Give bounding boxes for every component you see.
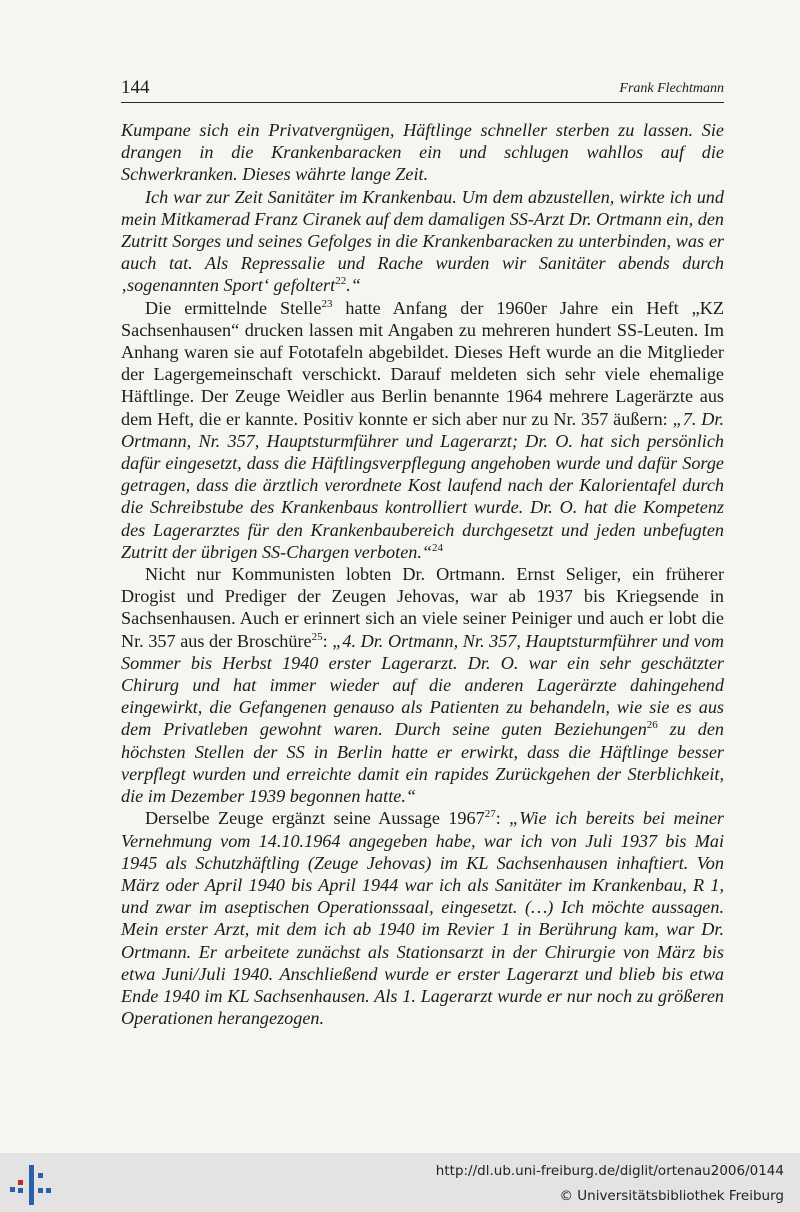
- ub-freiburg-logo-icon: [10, 1165, 52, 1205]
- quote-text: zu den höchsten Stellen der SS in Berlin hatte er erwirkt, dass die Häftlinge besser verpflegt wurden und erreichte damit ein rapides Zurückgehen der Sterblichkeit, die im Dezember 1939 begonnen hatte.“: [121, 719, 724, 807]
- quote-text: „4. Dr. Ortmann, Nr. 357, Hauptsturmführer und vom Sommer bis Herbst 1940 erster Lagerarzt. Dr. O. war ein sehr geschätzter Chirurg und hat immer wieder auf die anderen Lagerärzte dahingehend eingewirkt, die Gefangenen genauso als Patienten zu behandeln, wie sie es aus dem Privatleben gewohnt waren. Durch seine guten Beziehungen: [121, 630, 724, 740]
- quote-text: „7. Dr. Ortmann, Nr. 357, Hauptsturmführer und Lagerarzt; Dr. O. hat sich persönlich dafür eingesetzt, dass die Häftlingsverpflegung angehoben wurde und dafür Sorge getragen, dass die ärztlich verordnete Kost laufend nach der Kalorientafel durch die Schreibstube des Krankenbaus kontrolliert wurde. Dr. O. hat die Kompetenz des Lagerarztes für den Krankenbaubereich durchgesetzt und jeden unbefugten Zutritt der übrigen SS-Chargen verboten.“: [121, 408, 724, 562]
- text-run: hatte Anfang der 1960er Jahre ein Heft „KZ Sachsenhausen“ drucken lassen mit Angaben zu mehreren hundert SS-Leuten. Im Anhang waren sie auf Fototafeln abgebildet. Dieses Heft wurde an die Mitglieder der Lagergemeinschaft verschickt. Darauf meldeten sich sehr viele ehemalige Häftlinge. Der Zeuge Weidler aus Berlin benannte 1964 mehrere Lagerärzte aus dem Heft, die er kannte. Positiv konnte er sich aber nur zu Nr. 357 äußern:: [121, 297, 725, 429]
- footnote-marker: 25: [311, 630, 323, 643]
- paragraph: [121, 186, 724, 297]
- quote-text: .“: [346, 275, 361, 296]
- running-head-author: Frank Flechtmann: [619, 81, 724, 96]
- page-number: 144: [121, 77, 150, 98]
- footnote-marker: 27: [484, 808, 496, 821]
- paragraph: [121, 563, 724, 807]
- text-run: :: [495, 808, 510, 829]
- footnote-marker: 24: [432, 541, 444, 554]
- viewer-footer: [0, 1153, 800, 1212]
- text-run: Derselbe Zeuge ergänzt seine Aussage 1967: [145, 808, 485, 829]
- text-run: Nicht nur Kommunisten lobten Dr. Ortmann. Ernst Seliger, ein früherer Drogist und Prediger der Zeugen Jehovas, war ab 1937 bis Kriegsende in Sachsenhausen. Auch er erinnert sich an viele seiner Peiniger und auch er lobt die Nr. 357 aus der Broschüre: [121, 564, 724, 651]
- footnote-marker: 26: [646, 719, 658, 732]
- copyright-notice: © Universitätsbibliothek Freiburg: [559, 1188, 784, 1204]
- paragraph: [121, 807, 724, 1029]
- paragraph: [121, 297, 724, 563]
- source-url-link[interactable]: http://dl.ub.uni-freiburg.de/diglit/ortenau2006/0144: [435, 1163, 784, 1179]
- text-run: Die ermittelnde Stelle: [145, 297, 322, 318]
- running-head: [121, 76, 724, 103]
- footnote-marker: 23: [321, 297, 333, 310]
- quote-text: Kumpane sich ein Privatvergnügen, Häftlinge schneller sterben zu lassen. Sie drangen in die Krankenbaracken ein und schlugen wahllos auf die Schwerkranken. Dieses währte lange Zeit.: [121, 120, 724, 185]
- footnote-marker: 22: [335, 275, 347, 288]
- body-text: [121, 119, 724, 1029]
- quote-text: „Wie ich bereits bei meiner Vernehmung vom 14.10.1964 angegeben habe, war ich von Juli 1937 bis Mai 1945 als Schutzhäftling (Zeuge Jehovas) im KL Sachsenhausen inhaftiert. Von März oder April 1940 bis April 1944 war ich als Sanitäter im Krankenbau, R 1, und zwar im aseptischen Operationssaal, eingesetzt. (…) Ich möchte aussagen. Mein erster Arzt, mit dem ich ab 1940 im Revier 1 in Berührung kam, war Dr. Ortmann. Er arbeitete zunächst als Stationsarzt in der Chirurgie von März bis etwa Juni/Juli 1940. Anschließend wurde er erster Lagerarzt und blieb bis etwa Ende 1940 im KL Sachsenhausen. Als 1. Lagerarzt wurde er nur noch zu größeren Operationen herangezogen.: [121, 808, 724, 1029]
- quote-text: Ich war zur Zeit Sanitäter im Krankenbau. Um dem abzustellen, wirkte ich und mein Mitkamerad Franz Ciranek auf dem damaligen SS-Arzt Dr. Ortmann ein, den Zutritt Sorges und seines Gefolges in die Krankenbaracken zu unterbinden, was er auch tat. Als Repressalie und Rache wurden wir Sanitäter abends durch ‚sogenannten Sport‘ gefoltert: [121, 186, 724, 296]
- paragraph: [121, 119, 724, 186]
- text-run: :: [322, 630, 333, 651]
